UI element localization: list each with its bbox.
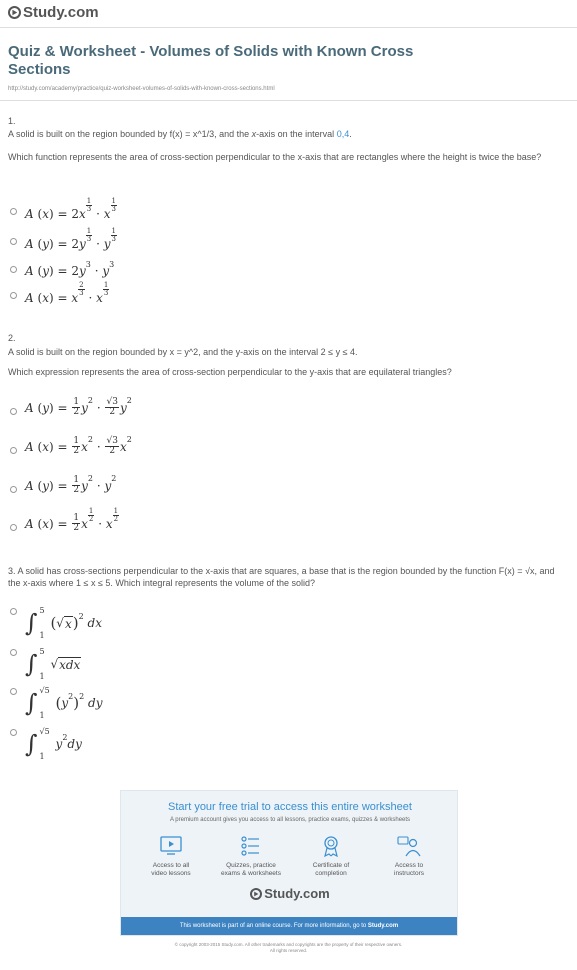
- q2-option-c-formula: A ( y ) = $\frac{1}{2}$ y 2 · y 2: [25, 474, 117, 495]
- q2-option-a-formula: A ( y ) = $\frac{1}{2}$ y 2 · $\frac{√3}{2}$ y 2: [25, 396, 132, 417]
- page-title: Quiz & Worksheet - Volumes of Solids with Known Cross Sections: [8, 43, 414, 78]
- radio-button[interactable]: [10, 208, 17, 215]
- study-logo-icon: [8, 6, 21, 19]
- question-2-stem: A solid is built on the region bounded by x = y^2, and the y-axis on the interval 2 ≤ y ≤ 4.: [8, 347, 358, 357]
- question-2-prompt: Which expression represents the area of cross-section perpendicular to the y-axis that are equilateral triangles?: [8, 367, 452, 377]
- page-url: http://study.com/academy/practice/quiz-worksheet-volumes-of-solids-with-known-cross-sections.html: [8, 86, 275, 92]
- q1-option-c-formula: A ( y ) = 2 y 3 · y 3: [25, 259, 115, 278]
- certificate-icon: [319, 835, 343, 857]
- question-3-stem: 3. A solid has cross-sections perpendicular to the x-axis that are squares, a base that is the region bounded by the function F(x) = √x, and the x-axis where 1 ≤ x ≤ 5. Which integral represents the volume of the solid?: [8, 566, 555, 588]
- radio-button[interactable]: [10, 266, 17, 273]
- video-lesson-icon: [159, 835, 183, 857]
- question-1-stem: A solid is built on the region bounded by f(x) = x^1/3, and the x-axis on the interval 0,4.: [8, 129, 352, 139]
- q2-option-d-formula: A ( x ) = $\frac{1}{2}$ x 1 2 · x 1 2: [25, 507, 119, 533]
- study-link[interactable]: Study.com: [367, 923, 399, 929]
- feature-instructors: Access to instructors: [369, 835, 449, 878]
- free-trial-subheading: A premium account gives you access to all lessons, practice exams, quizzes & worksheets: [169, 817, 411, 823]
- q3-option-d-formula: ∫ √5 1 y 2 dy: [25, 727, 82, 761]
- q3-option-c-formula: ∫ √5 1 ( y 2 ) 2 dy: [25, 686, 103, 720]
- study-logo-icon: [250, 888, 262, 900]
- q3-option-b[interactable]: [10, 647, 81, 681]
- header-divider: [0, 27, 577, 28]
- q1-option-a[interactable]: [10, 197, 117, 221]
- q2-option-b[interactable]: [10, 437, 132, 456]
- q2-option-b-formula: A ( x ) = $\frac{1}{2}$ x 2 · $\frac{√3}{2}$ x 2: [25, 435, 132, 456]
- radio-button[interactable]: [10, 292, 17, 299]
- q1-option-d[interactable]: [10, 281, 109, 305]
- quiz-list-icon: [239, 835, 263, 857]
- brand-name: Study.com: [23, 4, 99, 21]
- radio-button[interactable]: [10, 238, 17, 245]
- cta-study-logo: Study.com: [121, 886, 459, 901]
- instructor-icon: [397, 835, 421, 857]
- radio-button[interactable]: [10, 649, 17, 656]
- radio-button[interactable]: [10, 447, 17, 454]
- copyright-footer: © copyright 2003-2015 Study.com. All other trademarks and copyrights are the property of their respective owners. All rights reserved.: [174, 942, 403, 953]
- question-2-number: 2.: [8, 333, 16, 343]
- study-logo[interactable]: [8, 4, 99, 21]
- free-trial-panel[interactable]: [120, 790, 458, 936]
- q3-option-a-formula: ∫ 5 1 ( √ x ) 2 dx: [25, 606, 102, 640]
- radio-button[interactable]: [10, 408, 17, 415]
- title-divider: [0, 100, 577, 101]
- feature-quizzes: Quizzes, practice exams & worksheets: [211, 835, 291, 878]
- q3-option-a[interactable]: [10, 606, 102, 640]
- question-1-number: 1.: [8, 116, 16, 126]
- feature-certificate: Certificate of completion: [291, 835, 371, 878]
- question-1-prompt: Which function represents the area of cross-section perpendicular to the x-axis that are rectangles where the height is twice the base?: [8, 152, 542, 162]
- q1-option-c[interactable]: [10, 259, 115, 278]
- q1-option-d-formula: A ( x ) = x 2 3 · x 1 3: [25, 281, 109, 305]
- q3-option-b-formula: ∫ 5 1 √ xdx: [25, 647, 81, 681]
- q3-option-d[interactable]: [10, 727, 82, 761]
- q1-option-b[interactable]: [10, 227, 117, 251]
- interval-link[interactable]: 0,4: [336, 129, 350, 139]
- radio-button[interactable]: [10, 524, 17, 531]
- q2-option-c[interactable]: [10, 476, 116, 495]
- radio-button[interactable]: [10, 729, 17, 736]
- q1-option-a-formula: A ( x ) = 2 x 1 3 · x 1 3: [25, 197, 116, 221]
- q2-option-d[interactable]: [10, 507, 119, 533]
- radio-button[interactable]: [10, 486, 17, 493]
- radio-button[interactable]: [10, 688, 17, 695]
- free-trial-heading[interactable]: Start your free trial to access this entire worksheet: [168, 801, 412, 813]
- q2-option-a[interactable]: [10, 398, 132, 417]
- radio-button[interactable]: [10, 608, 17, 615]
- q1-option-b-formula: A ( y ) = 2 y 1 3 · y 1 3: [25, 227, 116, 251]
- feature-video-lessons: Access to all video lessons: [131, 835, 211, 878]
- q3-option-c[interactable]: [10, 686, 103, 720]
- course-info-bar: This worksheet is part of an online course. For more information, go to Study.com: [121, 917, 457, 935]
